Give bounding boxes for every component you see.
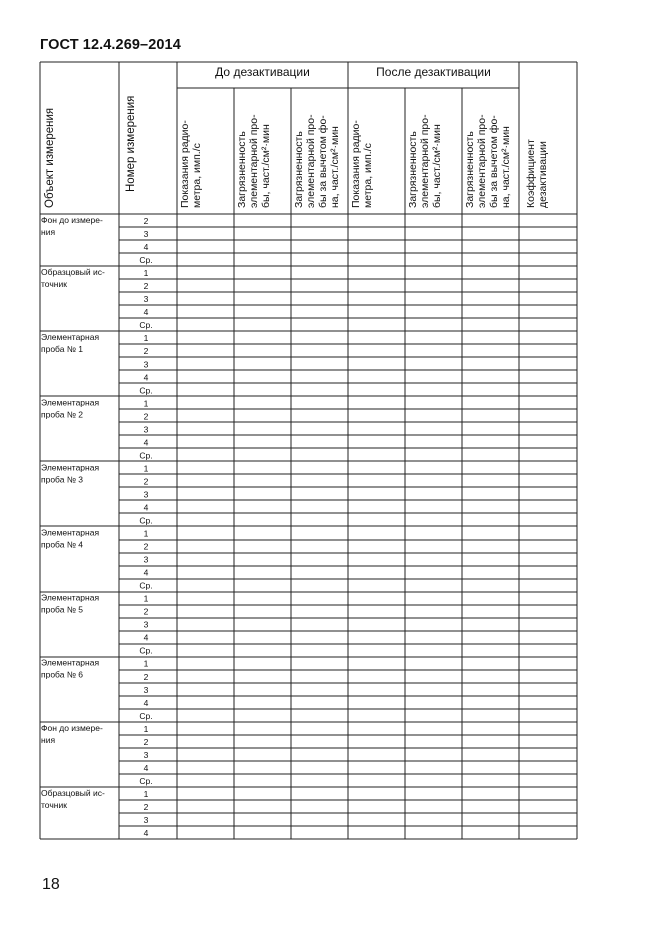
measurement-number: 3: [143, 294, 149, 305]
object-label-10: Образцовый ис-: [41, 787, 105, 798]
object-label-8: проба № 6: [41, 669, 84, 680]
measurement-number: Ср.: [139, 515, 153, 526]
column-header-after-3: на, част./см²·мин: [500, 126, 512, 208]
object-label-7: Элементарная: [41, 592, 100, 603]
object-label-5: проба № 3: [41, 474, 84, 485]
column-header-before-2: Загрязненность: [236, 131, 248, 208]
object-label-1: ния: [41, 227, 56, 237]
measurement-number: 1: [143, 658, 149, 669]
measurement-number: Ср.: [139, 580, 153, 591]
measurement-number: 2: [143, 281, 149, 292]
column-header-before-3: элементарной про-: [305, 114, 317, 208]
measurement-number: Ср.: [139, 450, 153, 461]
object-label-6: проба № 4: [41, 539, 84, 550]
object-label-4: Элементарная: [41, 397, 100, 408]
measurement-number: Ср.: [139, 775, 153, 786]
column-header-before-1: Показания радио-: [179, 120, 191, 208]
column-header-coefficient: Коэффициент: [525, 139, 537, 208]
object-label-7: проба № 5: [41, 604, 84, 615]
measurement-number: 4: [143, 307, 149, 318]
measurement-number: Ср.: [139, 320, 153, 331]
object-label-2: Образцовый ис-: [41, 267, 105, 278]
measurement-number: 4: [143, 372, 149, 383]
column-header-after-3: бы за вычетом фо-: [488, 115, 500, 208]
measurement-number: 1: [143, 723, 149, 734]
object-label-3: Элементарная: [41, 332, 100, 343]
measurement-number: 1: [143, 333, 149, 344]
object-label-8: Элементарная: [41, 657, 100, 668]
measurement-number: 2: [143, 736, 149, 747]
group-header-after: После дезактивации: [376, 65, 491, 79]
object-label-4: проба № 2: [41, 409, 84, 420]
measurement-number: 4: [143, 502, 149, 513]
measurement-number: 1: [143, 593, 149, 604]
measurement-number: 2: [143, 216, 149, 227]
measurement-number: Ср.: [139, 710, 153, 721]
column-header-after-2: бы, част./см²·мин: [431, 124, 443, 208]
measurement-number: 4: [143, 697, 149, 708]
object-label-6: Элементарная: [41, 527, 100, 538]
measurement-number: 4: [143, 437, 149, 448]
measurement-number: 4: [143, 762, 149, 773]
measurement-number: 2: [143, 346, 149, 357]
measurement-number: 4: [143, 632, 149, 643]
measurement-number: 3: [143, 749, 149, 760]
column-header-after-3: Загрязненность: [464, 131, 476, 208]
column-header-after-1: Показания радио-: [350, 120, 362, 208]
measurement-number: 3: [143, 619, 149, 630]
object-label-5: Элементарная: [41, 462, 100, 473]
measurement-number: 3: [143, 424, 149, 435]
object-label-9: Фон до измере-: [41, 722, 103, 733]
column-header-before-1: метра, имп./с: [191, 143, 203, 208]
measurement-number: 3: [143, 684, 149, 695]
measurement-number: 3: [143, 554, 149, 565]
column-header-coefficient: дезактивации: [537, 141, 549, 208]
measurement-number: 3: [143, 359, 149, 370]
measurement-number: 4: [143, 567, 149, 578]
measurement-number: 3: [143, 814, 149, 825]
column-header-before-2: элементарной про-: [248, 114, 260, 208]
object-label-9: ния: [41, 734, 56, 745]
measurement-number: 3: [143, 489, 149, 500]
measurement-number: 1: [143, 268, 149, 279]
object-label-1: Фон до измере-: [41, 215, 103, 225]
measurement-number: 2: [143, 801, 149, 812]
measurement-number: Ср.: [139, 645, 153, 656]
measurement-number: 1: [143, 398, 149, 409]
measurement-number: 1: [143, 788, 149, 799]
measurement-number: Ср.: [139, 255, 153, 266]
measurement-number: 2: [143, 476, 149, 487]
measurement-number: Ср.: [139, 385, 153, 396]
column-header-number: Номер измерения: [125, 95, 137, 192]
column-header-after-3: элементарной про-: [476, 114, 488, 208]
measurement-number: 2: [143, 541, 149, 552]
measurement-number: 1: [143, 528, 149, 539]
measurement-number: 4: [143, 242, 149, 253]
group-header-before: До дезактивации: [215, 65, 310, 79]
object-label-2: точник: [41, 279, 67, 290]
object-label-3: проба № 1: [41, 344, 84, 355]
column-header-before-3: бы за вычетом фо-: [317, 115, 329, 208]
object-label-10: точник: [41, 799, 67, 810]
column-header-object: Объект измерения: [44, 107, 56, 208]
column-header-after-2: Загрязненность: [407, 131, 419, 208]
measurement-number: 2: [143, 671, 149, 682]
column-header-after-2: элементарной про-: [419, 114, 431, 208]
measurement-number: 2: [143, 411, 149, 422]
measurement-number: 4: [143, 828, 149, 838]
page-number: 18: [42, 876, 60, 893]
column-header-after-1: метра, имп./с: [362, 143, 374, 208]
measurement-number: 2: [143, 606, 149, 617]
measurement-number: 3: [143, 229, 149, 240]
column-header-before-3: на, част./см²·мин: [329, 126, 341, 208]
column-header-before-3: Загрязненность: [293, 131, 305, 208]
document-title: ГОСТ 12.4.269–2014: [40, 37, 181, 53]
column-header-before-2: бы, част./см²·мин: [260, 124, 272, 208]
measurement-number: 1: [143, 463, 149, 474]
